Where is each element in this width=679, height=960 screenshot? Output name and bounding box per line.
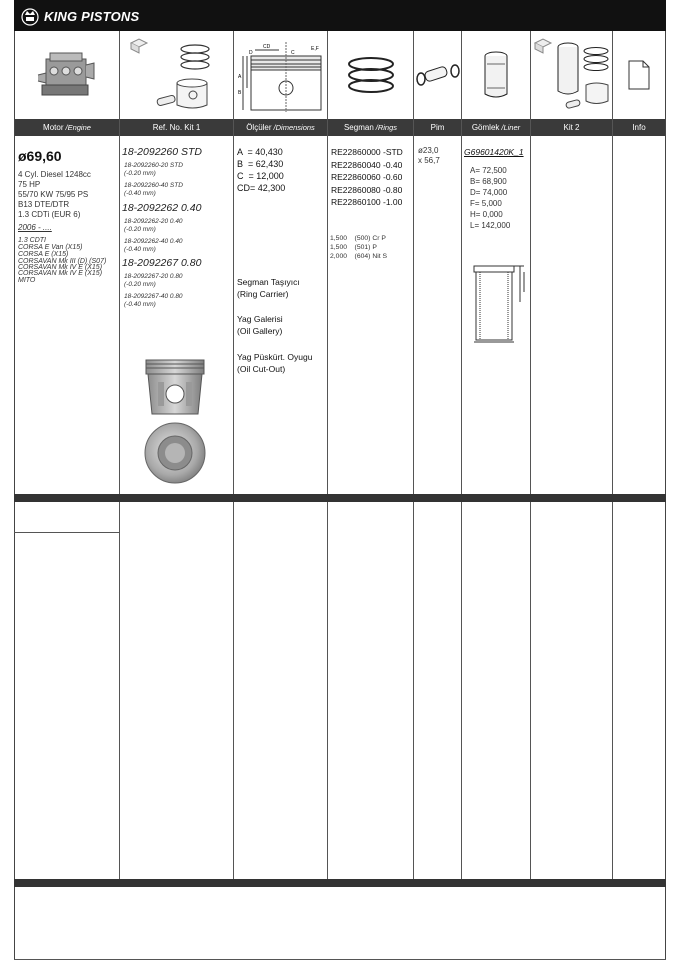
dim-label-b: B <box>237 90 241 96</box>
ref-sub-code: 18-2092260-40 STD <box>124 182 183 189</box>
ring-code[interactable]: RE22860040 -0.40 <box>331 159 403 170</box>
header-rings: Segman /Rings <box>328 119 413 136</box>
ring-spec: 1,500 (500) Cr P <box>330 235 386 242</box>
col-divider <box>461 31 462 880</box>
rings-thumbnail <box>328 34 413 116</box>
piston-dimension-diagram-icon <box>235 36 327 114</box>
liner-dim: D= 74,000 <box>470 188 508 197</box>
ref-sub-code: 18-2092267-40 0.80 <box>124 293 183 300</box>
liner-dim: A= 72,500 <box>470 166 507 175</box>
engine-spec-line: B13 DTE/DTR <box>18 200 70 209</box>
row-divider <box>14 532 119 533</box>
dim-label-a: A <box>237 74 241 80</box>
kit2-thumbnail <box>531 34 612 116</box>
document-icon[interactable] <box>627 60 651 90</box>
engine-model: CORSA E Van (X15) <box>18 244 83 251</box>
ref-sub-size: (-0.20 mm) <box>124 170 156 177</box>
engine-model: CORSAVAN Mk IV E (X15) <box>18 270 103 277</box>
ring-spec: 2,000 (604) Nit S <box>330 253 388 260</box>
ring-code[interactable]: RE22860100 -1.00 <box>331 197 403 207</box>
ref-sub-size: (-0.40 mm) <box>124 301 156 308</box>
liner-code[interactable]: G69601420K_1 <box>464 147 524 157</box>
engine-model: CORSAVAN Mk III (D) (S07) <box>18 258 107 265</box>
dim-label-ef: E,F <box>310 46 319 52</box>
header-kit2: Kit 2 <box>531 119 612 136</box>
feature-oil-cutout: Yag Püskürt. Oyugu <box>237 352 313 362</box>
ring-spec: 1,500 (501) P <box>330 244 377 251</box>
engine-icon <box>32 45 102 105</box>
liner-dim: F= 5,000 <box>470 199 502 208</box>
ref-code[interactable]: 18-2092262 0.40 <box>122 202 202 214</box>
engine-spec-line: 4 Cyl. Diesel 1248cc <box>18 170 91 179</box>
section-band <box>14 879 666 887</box>
piston-side-image <box>142 356 208 418</box>
col-divider <box>233 31 234 880</box>
engine-model: MITO <box>18 277 36 284</box>
feature-oil-gallery: Yag Galerisi <box>237 314 283 324</box>
feature-oil-cutout-en: (Oil Cut-Out) <box>237 364 286 374</box>
header-liner: Gömlek /Liner <box>462 119 530 136</box>
header-motor: Motor /Engine <box>15 119 119 136</box>
pin-length: x 56,7 <box>418 156 440 165</box>
piston-rings-icon <box>341 50 401 100</box>
brand-bar <box>14 0 666 31</box>
ref-sub-size: (-0.20 mm) <box>124 226 156 233</box>
col-divider <box>327 31 328 880</box>
engine-years: 2006 - .... <box>18 223 52 232</box>
engine-spec-line: 55/70 KW 75/95 PS <box>18 190 89 199</box>
piston-pin-icon <box>415 60 461 90</box>
pin-thumbnail <box>414 34 461 116</box>
liner-dim: B= 68,900 <box>470 177 507 186</box>
dimension-value: A = 40,430 <box>237 147 283 157</box>
col-divider <box>119 31 120 880</box>
ref-sub-code: 18-2092267-20 0.80 <box>124 273 183 280</box>
cylinder-liner-icon <box>481 50 511 100</box>
ref-sub-code: 18-2092260-20 STD <box>124 162 183 169</box>
pin-diameter: ø23,0 <box>418 146 439 155</box>
brand-logo <box>20 5 139 27</box>
dim-label-c: C <box>290 50 295 56</box>
brand-name: KING PISTONS <box>44 8 140 24</box>
engine-spec-line: 1.3 CDTi (EUR 6) <box>18 210 81 219</box>
header-pin: Pim <box>414 119 461 136</box>
liner-thumbnail <box>462 34 530 116</box>
crown-icon <box>20 6 40 26</box>
liner-dim: H= 0,000 <box>470 210 503 219</box>
engine-model: 1.3 CDTI <box>18 237 47 244</box>
dimensions-thumbnail <box>234 34 327 116</box>
col-divider <box>612 31 613 880</box>
ref-sub-size: (-0.40 mm) <box>124 190 156 197</box>
header-info: Info <box>613 119 665 136</box>
dimension-value: C = 12,000 <box>237 171 284 181</box>
ring-code[interactable]: RE22860000 -STD <box>331 147 403 157</box>
engine-model: CORSA E (X15) <box>18 251 69 258</box>
col-divider <box>413 31 414 880</box>
col-divider <box>530 31 531 880</box>
piston-top-image <box>142 420 208 486</box>
feature-ring-carrier-en: (Ring Carrier) <box>237 289 289 299</box>
section-band <box>14 494 666 502</box>
dimension-value: B = 62,430 <box>237 159 284 169</box>
kit1-thumbnail <box>120 34 233 116</box>
feature-ring-carrier: Segman Taşıyıcı <box>237 277 300 287</box>
ref-code[interactable]: 18-2092267 0.80 <box>122 257 202 269</box>
engine-model: CORSAVAN Mk IV E (X15) <box>18 264 103 271</box>
bore-diameter: ø69,60 <box>18 148 62 164</box>
header-ref: Ref. No. Kit 1 <box>120 119 233 136</box>
ref-sub-code: 18-2092262-20 0.40 <box>124 218 183 225</box>
dim-label-cd: CD <box>262 44 270 50</box>
liner-dim: L= 142,000 <box>470 221 511 230</box>
ref-sub-code: 18-2092262-40 0.40 <box>124 238 183 245</box>
ref-sub-size: (-0.40 mm) <box>124 246 156 253</box>
kit2-icon <box>532 35 612 115</box>
engine-thumbnail <box>15 34 119 116</box>
info-thumbnail[interactable] <box>613 34 665 116</box>
piston-kit-icon <box>127 35 227 115</box>
feature-oil-gallery-en: (Oil Gallery) <box>237 326 283 336</box>
engine-spec-line: 75 HP <box>18 180 41 189</box>
dim-label-d: D <box>248 50 253 56</box>
ref-code[interactable]: 18-2092260 STD <box>122 146 202 158</box>
liner-diagram <box>468 262 528 344</box>
header-dimensions: Ölçüler /Dimensions <box>234 119 327 136</box>
ring-code[interactable]: RE22860060 -0.60 <box>331 172 403 182</box>
dimension-value: CD= 42,300 <box>237 183 286 193</box>
ring-code[interactable]: RE22860080 -0.80 <box>331 184 403 195</box>
ref-sub-size: (-0.20 mm) <box>124 281 156 288</box>
